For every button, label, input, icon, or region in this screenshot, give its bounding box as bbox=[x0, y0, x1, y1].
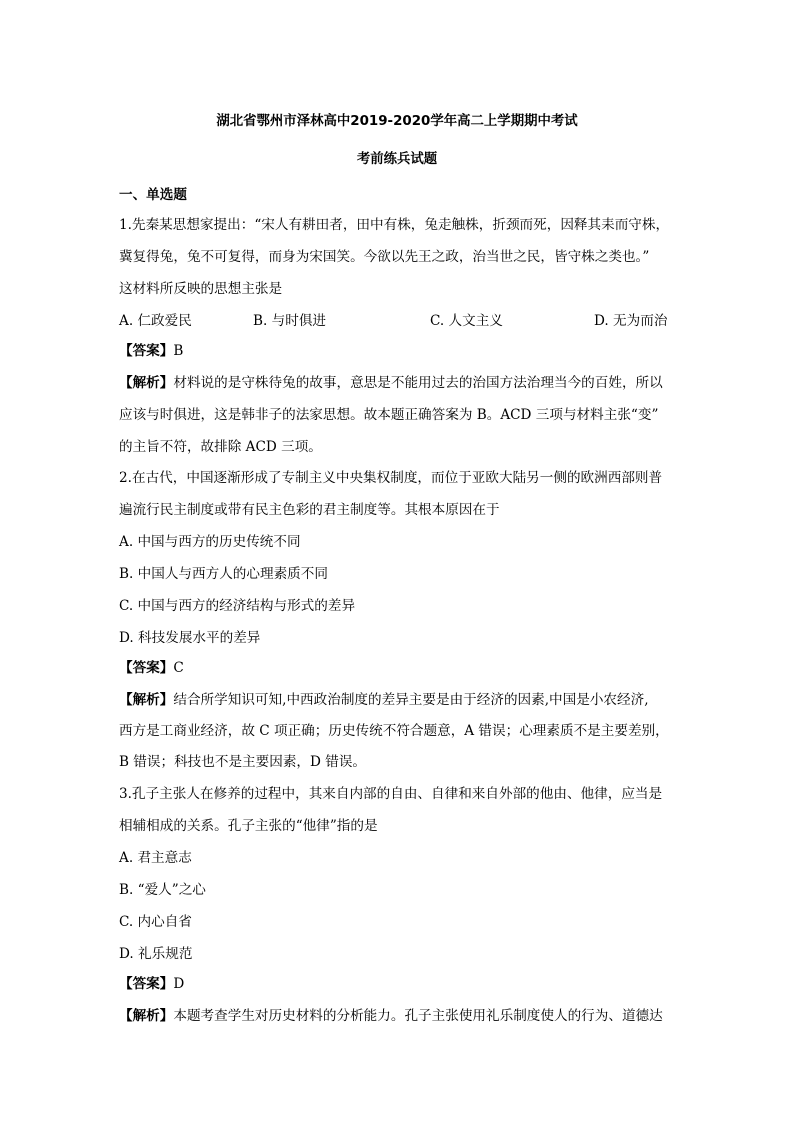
document-title-line-2: 考前练兵试题 bbox=[356, 152, 438, 167]
question-text-line: 3.孔子主张人在修养的过程中，其来自内部的自由、自律和来自外部的他由、他律，应当是 bbox=[119, 786, 663, 802]
option-a: A. 中国与西方的历史传统不同 bbox=[119, 534, 301, 550]
question-text-line: 冀复得兔，兔不可复得，而身为宋国笑。今欲以先王之政，治当世之民，皆守株之类也。” bbox=[119, 249, 650, 265]
option-d: D. 无为而治 bbox=[594, 313, 668, 329]
option-c: C. 内心自省 bbox=[119, 914, 192, 930]
analysis-line bbox=[119, 1006, 663, 1026]
section-heading: 一、单选题 bbox=[119, 187, 187, 203]
option-c: C. 人文主义 bbox=[430, 313, 503, 329]
analysis-text: 材料说的是守株待兔的故事，意思是不能用过去的治国方法治理当今的百姓，所以 bbox=[173, 375, 663, 391]
document-title-line-1: 湖北省鄂州市泽林高中2019-2020学年高二上学期期中考试 bbox=[216, 114, 578, 129]
question-text-line: 遍流行民主制度或带有民主色彩的君主制度等。其根本原因在于 bbox=[119, 502, 500, 518]
option-d: D. 科技发展水平的差异 bbox=[119, 630, 261, 646]
option-d: D. 礼乐规范 bbox=[119, 946, 193, 962]
question-text-line: 相辅相成的关系。孔子主张的“他律”指的是 bbox=[119, 818, 378, 834]
answer-label: 【答案】 bbox=[119, 660, 174, 676]
answer-line bbox=[119, 974, 184, 994]
answer-line bbox=[119, 658, 184, 678]
question-text-line: 1.先秦某思想家提出：“宋人有耕田者，田中有株，兔走触株，折颈而死，因释其耒而守株， bbox=[119, 217, 670, 233]
analysis-text: 结合所学知识可知,中西政治制度的差异主要是由于经济的因素,中国是小农经济, bbox=[173, 692, 649, 708]
answer-value: D bbox=[173, 976, 185, 992]
option-b: B. “爱人”之心 bbox=[119, 882, 206, 898]
analysis-line bbox=[119, 373, 663, 393]
analysis-label: 【解析】 bbox=[119, 1008, 174, 1024]
analysis-text-line: 西方是工商业经济，故 C 项正确；历史传统不符合题意，A 错误；心理素质不是主要差别， bbox=[119, 723, 669, 739]
analysis-label: 【解析】 bbox=[119, 375, 174, 391]
option-c: C. 中国与西方的经济结构与形式的差异 bbox=[119, 598, 356, 614]
answer-value: C bbox=[173, 660, 184, 676]
answer-line bbox=[119, 341, 183, 361]
answer-label: 【答案】 bbox=[119, 343, 174, 359]
analysis-text-line: 的主旨不符，故排除 ACD 三项。 bbox=[119, 439, 322, 455]
answer-label: 【答案】 bbox=[119, 976, 174, 992]
analysis-text-line: 应该与时俱进，这是韩非子的法家思想。故本题正确答案为 B。ACD 三项与材料主张“变” bbox=[119, 407, 659, 423]
answer-value: B bbox=[173, 343, 184, 359]
option-b: B. 与时俱进 bbox=[253, 313, 327, 329]
option-b: B. 中国人与西方人的心理素质不同 bbox=[119, 566, 328, 582]
analysis-line bbox=[119, 690, 649, 710]
option-a: A. 君主意志 bbox=[119, 850, 192, 866]
analysis-text-line: B 错误；科技也不是主要因素，D 错误。 bbox=[119, 754, 367, 770]
analysis-label: 【解析】 bbox=[119, 692, 174, 708]
question-text-line: 这材料所反映的思想主张是 bbox=[119, 281, 283, 297]
analysis-text: 本题考查学生对历史材料的分析能力。孔子主张使用礼乐制度使人的行为、道德达 bbox=[173, 1008, 663, 1024]
option-a: A. 仁政爱民 bbox=[119, 313, 192, 329]
question-text-line: 2.在古代，中国逐渐形成了专制主义中央集权制度，而位于亚欧大陆另一侧的欧洲西部则普 bbox=[119, 470, 663, 486]
